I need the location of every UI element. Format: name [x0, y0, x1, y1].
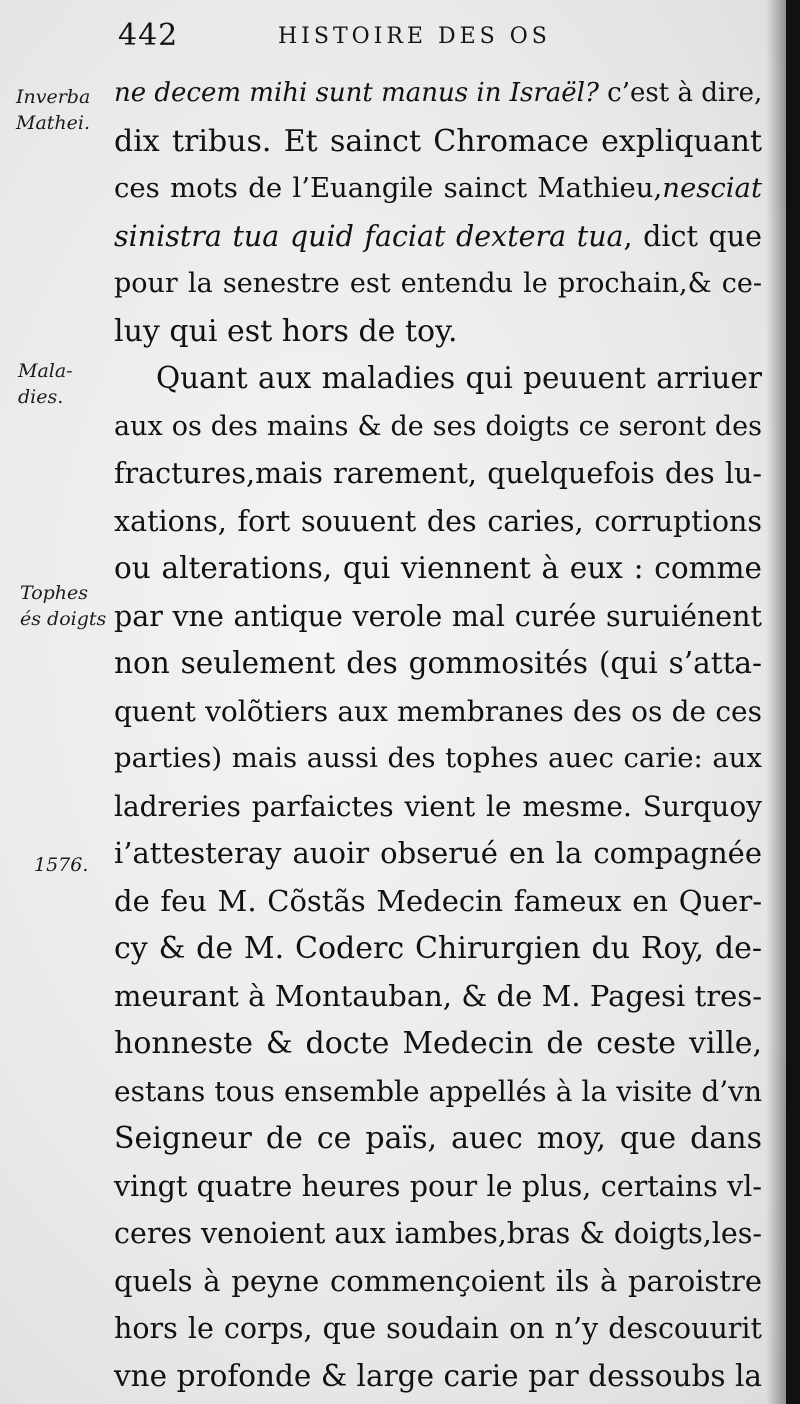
text-line: pour la senestre est entendu le prochain,& ce- [114, 268, 762, 299]
book-binding-edge [786, 0, 800, 1404]
text-line: Quant aux maladies qui peuuent arriuer [156, 361, 762, 395]
margin-note-tophes: Tophes és doigts [20, 582, 107, 630]
text-line: vingt quatre heures pour le plus, certains vl- [114, 1169, 762, 1203]
text-line: cy & de M. Coderc Chirurgien du Roy, de- [114, 931, 762, 966]
text-line: sinistra tua quid faciat dextera tua, dict que [114, 219, 763, 253]
page-number: 442 [118, 18, 179, 53]
text-line: ces mots de l’Euangile sainct Mathieu,nesciat [114, 172, 762, 204]
body-text [114, 70, 762, 1400]
text-line: hors le corps, que soudain on n’y descouurit [114, 1312, 762, 1345]
text-line: estans tous ensemble appellés à la visite d’vn [114, 1074, 762, 1108]
text-line: ceres venoient aux iambes,bras & doigts,les- [114, 1217, 762, 1250]
text-line: vne profonde & large carie par dessoubs la [114, 1358, 762, 1393]
running-head: HISTOIRE DES OS [278, 24, 551, 49]
text-line: meurant à Montauban, & de M. Pagesi tres- [114, 978, 762, 1013]
text-line: de feu M. Cõstãs Medecin fameux en Quer- [114, 883, 762, 918]
text-line: ou alterations, qui viennent à eux : comme [114, 551, 762, 585]
text-line: Seigneur de ce païs, auec moy, que dans [114, 1121, 762, 1156]
text-line: aux os des mains & de ses doigts ce seront des [114, 410, 762, 442]
margin-note-maladies: Mala- dies. [18, 360, 73, 408]
text-line: quels à peyne commençoient ils à paroistre [114, 1263, 762, 1298]
text-line: dix tribus. Et sainct Chromace expliquant [114, 123, 762, 159]
text-line: quent volõtiers aux membranes des os de ces [114, 694, 762, 728]
margin-note-inverba: Inverba Mathei. [16, 86, 91, 134]
text-line: fractures,mais rarement, quelquefois des lu- [114, 457, 762, 490]
page-edge-shadow [766, 0, 786, 1404]
text-line: ladreries parfaictes vient le mesme. Surquoy [114, 789, 762, 823]
text-line: par vne antique verole mal curée suruiénent [114, 599, 762, 633]
text-line: ne decem mihi sunt manus in Israël? c’est à dire, [114, 78, 763, 108]
text-line: honneste & docte Medecin de ceste ville, [114, 1026, 762, 1061]
text-line: i’attesteray auoir obserué en la compagnée [114, 836, 762, 870]
text-line: parties) mais aussi des tophes auec carie: aux [114, 742, 762, 774]
text-line: luy qui est hors de toy. [114, 313, 458, 349]
text-line: xations, fort souuent des caries, corruptions [114, 504, 762, 538]
text-line: non seulement des gommosités (qui s’atta- [114, 646, 762, 680]
page-header [118, 18, 638, 58]
margin-note-year: 1576. [34, 854, 89, 876]
